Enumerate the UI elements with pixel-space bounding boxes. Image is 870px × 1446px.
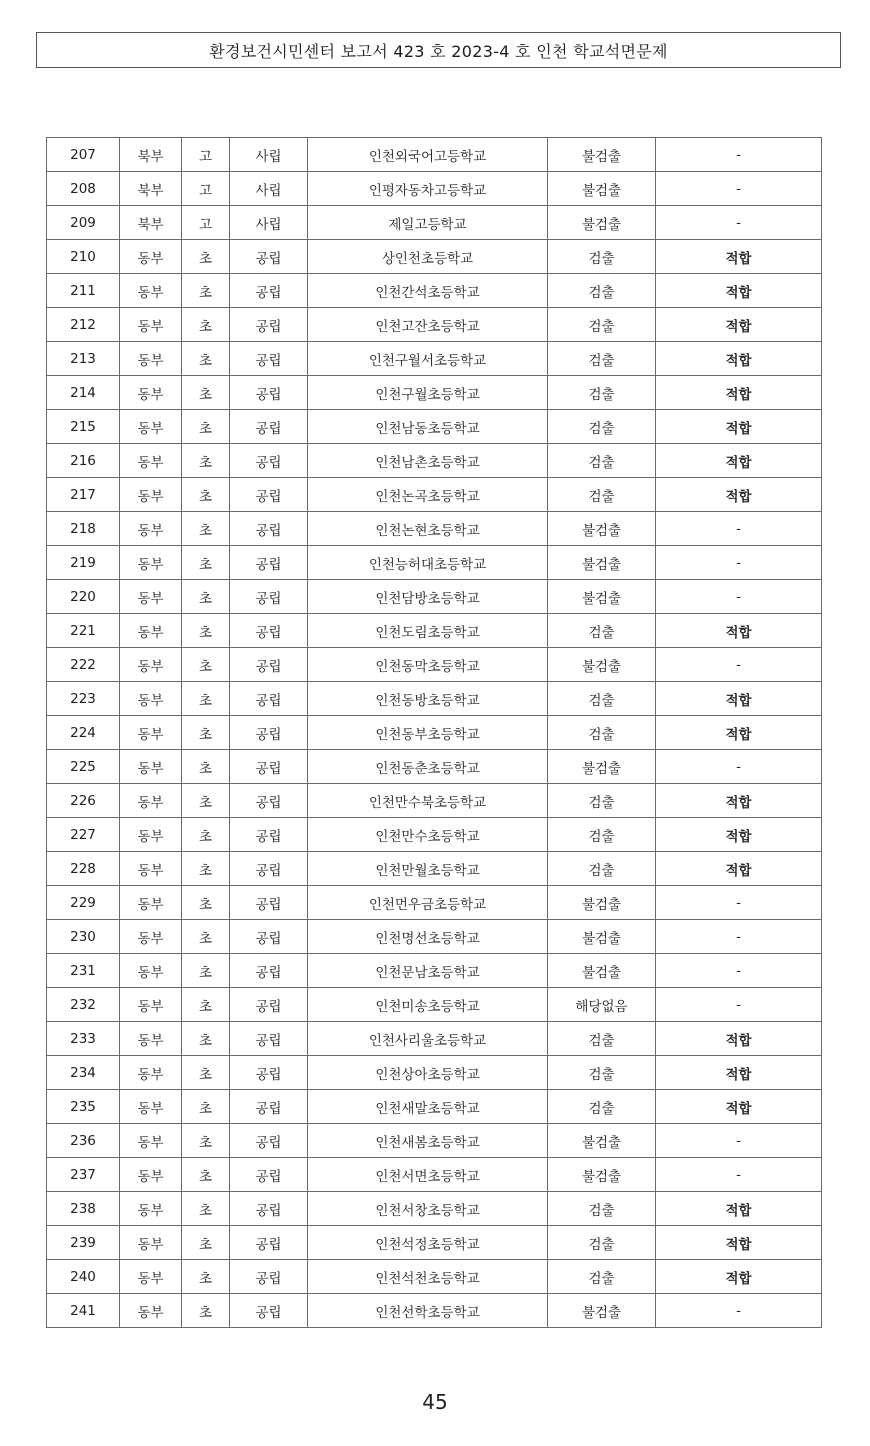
district-cell: 동부 [120,444,182,478]
school-name-cell: 인천서창초등학교 [308,1192,548,1226]
row-number-cell: 208 [47,172,120,206]
school-level-cell: 초 [182,410,230,444]
district-cell: 동부 [120,512,182,546]
school-level-cell: 초 [182,308,230,342]
district-cell: 동부 [120,648,182,682]
school-level-cell: 초 [182,1022,230,1056]
school-name-cell: 인천사리울초등학교 [308,1022,548,1056]
asbestos-status-cell: 검출 [548,376,656,410]
school-level-cell: 초 [182,444,230,478]
school-name-cell: 인천남동초등학교 [308,410,548,444]
school-type-cell: 공립 [230,478,308,512]
row-number-cell: 218 [47,512,120,546]
school-type-cell: 공립 [230,920,308,954]
school-name-cell: 인천미송초등학교 [308,988,548,1022]
row-number-cell: 219 [47,546,120,580]
school-name-cell: 인천만수북초등학교 [308,784,548,818]
district-cell: 동부 [120,784,182,818]
district-cell: 동부 [120,954,182,988]
asbestos-status-cell: 불검출 [548,750,656,784]
school-type-cell: 공립 [230,1056,308,1090]
table-row [47,716,822,750]
district-cell: 동부 [120,716,182,750]
school-level-cell: 초 [182,716,230,750]
school-type-cell: 공립 [230,376,308,410]
asbestos-status-cell: 불검출 [548,546,656,580]
district-cell: 동부 [120,1090,182,1124]
district-cell: 동부 [120,818,182,852]
row-number-cell: 223 [47,682,120,716]
management-result-cell: 적합 [656,274,822,308]
table-row [47,920,822,954]
school-type-cell: 공립 [230,580,308,614]
table-row [47,1124,822,1158]
asbestos-status-cell: 불검출 [548,1124,656,1158]
asbestos-status-cell: 검출 [548,342,656,376]
asbestos-status-cell: 검출 [548,1260,656,1294]
row-number-cell: 239 [47,1226,120,1260]
school-type-cell: 공립 [230,342,308,376]
management-result-cell: - [656,1294,822,1328]
school-level-cell: 초 [182,1294,230,1328]
district-cell: 동부 [120,1260,182,1294]
asbestos-status-cell: 불검출 [548,138,656,172]
district-cell: 동부 [120,240,182,274]
school-level-cell: 초 [182,818,230,852]
page-number: 45 [422,1390,448,1414]
school-level-cell: 초 [182,512,230,546]
district-cell: 동부 [120,1192,182,1226]
table-row [47,478,822,512]
school-name-cell: 인천만수초등학교 [308,818,548,852]
table-row [47,784,822,818]
district-cell: 동부 [120,1158,182,1192]
district-cell: 동부 [120,1124,182,1158]
school-level-cell: 초 [182,1124,230,1158]
row-number-cell: 210 [47,240,120,274]
row-number-cell: 222 [47,648,120,682]
school-type-cell: 공립 [230,886,308,920]
asbestos-status-cell: 검출 [548,410,656,444]
management-result-cell: - [656,138,822,172]
district-cell: 동부 [120,1294,182,1328]
district-cell: 동부 [120,478,182,512]
management-result-cell: 적합 [656,614,822,648]
table-row [47,138,822,172]
management-result-cell: 적합 [656,1192,822,1226]
asbestos-status-cell: 불검출 [548,954,656,988]
asbestos-status-cell: 불검출 [548,580,656,614]
district-cell: 동부 [120,308,182,342]
table-row [47,1226,822,1260]
district-cell: 동부 [120,886,182,920]
table-row [47,886,822,920]
school-type-cell: 공립 [230,274,308,308]
row-number-cell: 229 [47,886,120,920]
school-type-cell: 공립 [230,512,308,546]
management-result-cell: 적합 [656,444,822,478]
asbestos-status-cell: 검출 [548,1192,656,1226]
district-cell: 동부 [120,614,182,648]
school-type-cell: 공립 [230,410,308,444]
school-level-cell: 초 [182,954,230,988]
asbestos-status-cell: 불검출 [548,172,656,206]
asbestos-status-cell: 불검출 [548,1294,656,1328]
row-number-cell: 227 [47,818,120,852]
table-row [47,206,822,240]
school-name-cell: 인천도림초등학교 [308,614,548,648]
district-cell: 동부 [120,750,182,784]
school-asbestos-table [46,137,822,1328]
school-name-cell: 인천새봄초등학교 [308,1124,548,1158]
school-level-cell: 초 [182,1158,230,1192]
table-row [47,614,822,648]
school-type-cell: 공립 [230,1124,308,1158]
management-result-cell: 적합 [656,1056,822,1090]
school-type-cell: 공립 [230,1158,308,1192]
school-type-cell: 공립 [230,954,308,988]
school-level-cell: 초 [182,1226,230,1260]
row-number-cell: 209 [47,206,120,240]
school-level-cell: 초 [182,784,230,818]
school-level-cell: 초 [182,920,230,954]
school-name-cell: 인천서면초등학교 [308,1158,548,1192]
asbestos-status-cell: 검출 [548,1022,656,1056]
district-cell: 동부 [120,1022,182,1056]
row-number-cell: 216 [47,444,120,478]
table-row [47,750,822,784]
school-type-cell: 공립 [230,716,308,750]
school-name-cell: 인천담방초등학교 [308,580,548,614]
school-name-cell: 제일고등학교 [308,206,548,240]
report-title: 환경보건시민센터 보고서 423 호 2023-4 호 인천 학교석면문제 [209,41,668,61]
management-result-cell: 적합 [656,852,822,886]
asbestos-status-cell: 검출 [548,682,656,716]
asbestos-status-cell: 검출 [548,1090,656,1124]
school-type-cell: 공립 [230,1260,308,1294]
school-name-cell: 인천새말초등학교 [308,1090,548,1124]
asbestos-status-cell: 해당없음 [548,988,656,1022]
row-number-cell: 213 [47,342,120,376]
district-cell: 북부 [120,172,182,206]
district-cell: 동부 [120,852,182,886]
table-row [47,580,822,614]
school-name-cell: 인천능허대초등학교 [308,546,548,580]
table-row [47,546,822,580]
school-level-cell: 초 [182,1056,230,1090]
table-row [47,172,822,206]
school-name-cell: 인평자동차고등학교 [308,172,548,206]
management-result-cell: - [656,512,822,546]
school-level-cell: 초 [182,580,230,614]
table-row [47,444,822,478]
district-cell: 동부 [120,920,182,954]
school-level-cell: 초 [182,614,230,648]
district-cell: 동부 [120,376,182,410]
district-cell: 동부 [120,410,182,444]
district-cell: 동부 [120,274,182,308]
district-cell: 북부 [120,138,182,172]
school-type-cell: 공립 [230,988,308,1022]
school-level-cell: 고 [182,138,230,172]
management-result-cell: - [656,648,822,682]
management-result-cell: 적합 [656,240,822,274]
management-result-cell: - [656,546,822,580]
row-number-cell: 233 [47,1022,120,1056]
asbestos-status-cell: 검출 [548,478,656,512]
school-type-cell: 공립 [230,1022,308,1056]
management-result-cell: 적합 [656,1022,822,1056]
school-name-cell: 인천고잔초등학교 [308,308,548,342]
management-result-cell: - [656,750,822,784]
school-level-cell: 고 [182,172,230,206]
school-name-cell: 인천석정초등학교 [308,1226,548,1260]
asbestos-status-cell: 검출 [548,240,656,274]
school-type-cell: 공립 [230,240,308,274]
school-type-cell: 공립 [230,648,308,682]
district-cell: 동부 [120,1056,182,1090]
school-level-cell: 초 [182,478,230,512]
asbestos-status-cell: 검출 [548,716,656,750]
management-result-cell: - [656,954,822,988]
district-cell: 동부 [120,342,182,376]
table-row [47,1192,822,1226]
school-level-cell: 초 [182,240,230,274]
school-level-cell: 초 [182,648,230,682]
school-name-cell: 인천먼우금초등학교 [308,886,548,920]
school-name-cell: 인천상아초등학교 [308,1056,548,1090]
table-row [47,988,822,1022]
school-name-cell: 인천명선초등학교 [308,920,548,954]
school-type-cell: 공립 [230,852,308,886]
row-number-cell: 240 [47,1260,120,1294]
school-type-cell: 공립 [230,1294,308,1328]
district-cell: 동부 [120,1226,182,1260]
school-type-cell: 사립 [230,206,308,240]
row-number-cell: 224 [47,716,120,750]
table-row [47,308,822,342]
row-number-cell: 235 [47,1090,120,1124]
asbestos-status-cell: 검출 [548,1056,656,1090]
asbestos-status-cell: 검출 [548,274,656,308]
row-number-cell: 217 [47,478,120,512]
row-number-cell: 241 [47,1294,120,1328]
table-row [47,648,822,682]
management-result-cell: 적합 [656,682,822,716]
school-level-cell: 초 [182,886,230,920]
row-number-cell: 215 [47,410,120,444]
management-result-cell: - [656,206,822,240]
school-name-cell: 인천선학초등학교 [308,1294,548,1328]
district-cell: 동부 [120,682,182,716]
table-row [47,1294,822,1328]
asbestos-status-cell: 검출 [548,614,656,648]
school-name-cell: 인천논곡초등학교 [308,478,548,512]
school-name-cell: 상인천초등학교 [308,240,548,274]
row-number-cell: 238 [47,1192,120,1226]
report-header [36,32,841,68]
row-number-cell: 225 [47,750,120,784]
management-result-cell: 적합 [656,1090,822,1124]
table-row [47,1158,822,1192]
row-number-cell: 207 [47,138,120,172]
asbestos-status-cell: 불검출 [548,886,656,920]
table-row [47,240,822,274]
district-cell: 동부 [120,580,182,614]
row-number-cell: 212 [47,308,120,342]
district-cell: 동부 [120,546,182,580]
asbestos-status-cell: 검출 [548,818,656,852]
school-level-cell: 초 [182,342,230,376]
row-number-cell: 211 [47,274,120,308]
management-result-cell: 적합 [656,342,822,376]
management-result-cell: 적합 [656,410,822,444]
table-row [47,512,822,546]
management-result-cell: 적합 [656,784,822,818]
asbestos-status-cell: 불검출 [548,648,656,682]
school-type-cell: 공립 [230,784,308,818]
school-level-cell: 초 [182,852,230,886]
school-type-cell: 공립 [230,1192,308,1226]
school-level-cell: 초 [182,1260,230,1294]
row-number-cell: 231 [47,954,120,988]
row-number-cell: 228 [47,852,120,886]
school-type-cell: 공립 [230,444,308,478]
school-type-cell: 공립 [230,750,308,784]
school-type-cell: 공립 [230,818,308,852]
asbestos-status-cell: 검출 [548,784,656,818]
management-result-cell: - [656,1124,822,1158]
management-result-cell: - [656,580,822,614]
row-number-cell: 236 [47,1124,120,1158]
row-number-cell: 234 [47,1056,120,1090]
row-number-cell: 214 [47,376,120,410]
management-result-cell: 적합 [656,716,822,750]
row-number-cell: 220 [47,580,120,614]
row-number-cell: 230 [47,920,120,954]
school-level-cell: 고 [182,206,230,240]
school-level-cell: 초 [182,750,230,784]
school-level-cell: 초 [182,682,230,716]
school-type-cell: 사립 [230,138,308,172]
school-name-cell: 인천남촌초등학교 [308,444,548,478]
school-type-cell: 공립 [230,308,308,342]
table-row [47,818,822,852]
school-level-cell: 초 [182,546,230,580]
table-row [47,954,822,988]
school-name-cell: 인천문남초등학교 [308,954,548,988]
management-result-cell: - [656,886,822,920]
management-result-cell: 적합 [656,376,822,410]
table-row [47,342,822,376]
table-row [47,1056,822,1090]
school-name-cell: 인천논현초등학교 [308,512,548,546]
table-row [47,1022,822,1056]
asbestos-status-cell: 검출 [548,444,656,478]
management-result-cell: 적합 [656,818,822,852]
school-type-cell: 공립 [230,1226,308,1260]
management-result-cell: 적합 [656,478,822,512]
school-name-cell: 인천외국어고등학교 [308,138,548,172]
asbestos-status-cell: 검출 [548,852,656,886]
school-name-cell: 인천동방초등학교 [308,682,548,716]
row-number-cell: 226 [47,784,120,818]
school-level-cell: 초 [182,1090,230,1124]
school-name-cell: 인천동춘초등학교 [308,750,548,784]
school-level-cell: 초 [182,376,230,410]
school-name-cell: 인천간석초등학교 [308,274,548,308]
school-name-cell: 인천구월서초등학교 [308,342,548,376]
asbestos-status-cell: 불검출 [548,920,656,954]
school-name-cell: 인천만월초등학교 [308,852,548,886]
asbestos-status-cell: 검출 [548,1226,656,1260]
asbestos-status-cell: 불검출 [548,512,656,546]
school-type-cell: 공립 [230,614,308,648]
school-type-cell: 공립 [230,546,308,580]
table-row [47,1090,822,1124]
row-number-cell: 237 [47,1158,120,1192]
management-result-cell: 적합 [656,1226,822,1260]
row-number-cell: 232 [47,988,120,1022]
asbestos-status-cell: 검출 [548,308,656,342]
school-type-cell: 공립 [230,682,308,716]
table-row [47,410,822,444]
table-row [47,274,822,308]
district-cell: 북부 [120,206,182,240]
table-row [47,852,822,886]
management-result-cell: - [656,172,822,206]
management-result-cell: - [656,1158,822,1192]
asbestos-status-cell: 불검출 [548,206,656,240]
row-number-cell: 221 [47,614,120,648]
school-type-cell: 공립 [230,1090,308,1124]
management-result-cell: - [656,988,822,1022]
school-name-cell: 인천구월초등학교 [308,376,548,410]
school-name-cell: 인천동막초등학교 [308,648,548,682]
management-result-cell: - [656,920,822,954]
table-row [47,376,822,410]
management-result-cell: 적합 [656,1260,822,1294]
table-row [47,682,822,716]
district-cell: 동부 [120,988,182,1022]
asbestos-status-cell: 불검출 [548,1158,656,1192]
school-level-cell: 초 [182,1192,230,1226]
school-level-cell: 초 [182,274,230,308]
school-name-cell: 인천동부초등학교 [308,716,548,750]
management-result-cell: 적합 [656,308,822,342]
school-level-cell: 초 [182,988,230,1022]
school-type-cell: 사립 [230,172,308,206]
table-row [47,1260,822,1294]
school-name-cell: 인천석천초등학교 [308,1260,548,1294]
